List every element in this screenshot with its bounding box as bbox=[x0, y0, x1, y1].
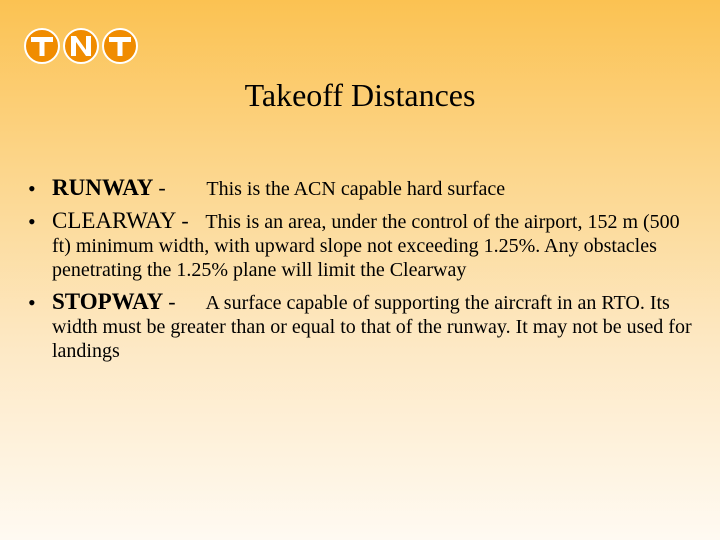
bullet-term: RUNWAY bbox=[52, 175, 154, 200]
bullet-list bbox=[28, 176, 698, 371]
bullet-text: This is the ACN capable hard surface bbox=[206, 178, 506, 200]
slide-title: Takeoff Distances bbox=[244, 77, 476, 113]
bullet-stopway bbox=[28, 290, 698, 363]
bullet-marker: • bbox=[28, 290, 36, 315]
bullet-term: STOPWAY bbox=[52, 289, 164, 314]
tnt-logo-graphic bbox=[22, 24, 140, 68]
bullet-term: CLEARWAY bbox=[52, 208, 177, 233]
bullet-marker: • bbox=[28, 209, 36, 234]
bullet-separator: - bbox=[168, 289, 176, 314]
tnt-logo bbox=[22, 24, 140, 68]
bullet-text: This is an area, under the control of the airport, 152 m (500 ft) minimum width, with upward slope not exceeding 1.25%. Any obstacles penetrating the 1.25% plane will limit the Clearway bbox=[52, 211, 680, 281]
bullet-clearway bbox=[28, 209, 698, 282]
bullet-separator: - bbox=[158, 175, 166, 200]
bullet-text: A surface capable of supporting the aircraft in an RTO. Its width must be greater than or equal to that of the runway. It may not be used for landings bbox=[52, 292, 692, 362]
bullet-separator: - bbox=[181, 208, 189, 233]
bullet-runway bbox=[28, 176, 698, 201]
bullet-marker: • bbox=[28, 176, 36, 201]
